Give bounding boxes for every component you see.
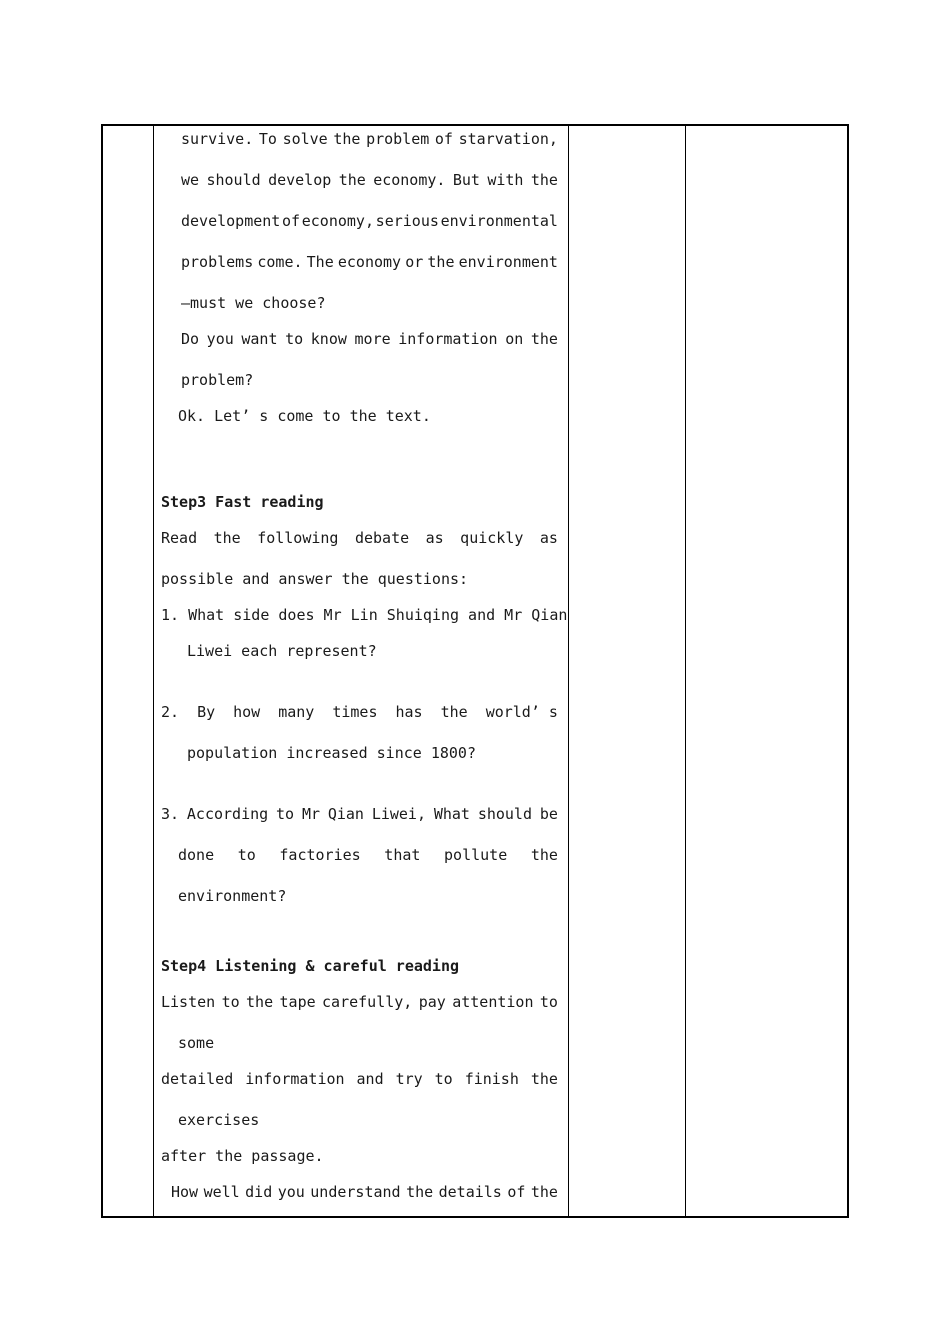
word: detailed xyxy=(161,1070,234,1088)
intro-line-7: problem? xyxy=(181,371,254,389)
word: 3. xyxy=(161,805,180,823)
question-1-line-2: Liwei each represent? xyxy=(187,642,377,660)
word: the xyxy=(440,703,468,721)
word: environment xyxy=(458,253,558,271)
intro-line-4 xyxy=(181,253,558,271)
step3-heading: Step3 Fast reading xyxy=(161,493,324,511)
word: as xyxy=(425,529,444,547)
word: you xyxy=(206,330,234,348)
word: want xyxy=(241,330,278,348)
word: the xyxy=(427,253,455,271)
question-3-line-2 xyxy=(178,846,558,864)
word: the xyxy=(530,1070,558,1088)
question-3-line-3: environment? xyxy=(178,887,287,905)
word: on xyxy=(505,330,524,348)
word: 2. xyxy=(161,703,180,721)
word: the xyxy=(530,846,558,864)
word: and xyxy=(356,1070,384,1088)
question-2-line-2: population increased since 1800? xyxy=(187,744,476,762)
step3-instruction-line-1 xyxy=(161,529,558,547)
word: we xyxy=(181,171,200,189)
word: of xyxy=(282,212,301,230)
word: that xyxy=(384,846,421,864)
word: The xyxy=(306,253,334,271)
word: understand xyxy=(310,1183,401,1201)
lesson-plan-table xyxy=(101,124,849,1218)
word: information xyxy=(398,330,498,348)
word: did xyxy=(245,1183,273,1201)
word: carefully, xyxy=(322,993,413,1011)
word: starvation, xyxy=(458,130,558,148)
word: quickly xyxy=(460,529,524,547)
intro-line-3 xyxy=(181,212,558,230)
step4-line-1 xyxy=(161,993,558,1011)
word: finish xyxy=(464,1070,519,1088)
word: the xyxy=(333,130,361,148)
word: times xyxy=(332,703,378,721)
word: What xyxy=(433,805,470,823)
word: the xyxy=(338,171,366,189)
word: tape xyxy=(279,993,316,1011)
word: the xyxy=(246,993,274,1011)
word: According xyxy=(186,805,269,823)
word: be xyxy=(539,805,558,823)
word: how xyxy=(233,703,261,721)
word: information xyxy=(245,1070,345,1088)
intro-line-6 xyxy=(181,330,558,348)
word: come. xyxy=(257,253,303,271)
word: with xyxy=(487,171,524,189)
word: solve xyxy=(282,130,328,148)
word: know xyxy=(310,330,347,348)
word: many xyxy=(278,703,315,721)
word: to xyxy=(539,993,558,1011)
step4-line-2: some xyxy=(178,1034,215,1052)
word: economy. xyxy=(373,171,446,189)
word: Liwei, xyxy=(371,805,426,823)
word: debate xyxy=(354,529,410,547)
step3-instruction-line-2: possible and answer the questions: xyxy=(161,570,469,588)
word: should xyxy=(477,805,532,823)
word: By xyxy=(197,703,216,721)
word: has xyxy=(395,703,423,721)
column-divider-2 xyxy=(568,126,569,1216)
intro-line-5: —must we choose? xyxy=(181,294,326,312)
word: problem xyxy=(366,130,430,148)
column-divider-3 xyxy=(685,126,686,1216)
word: Do xyxy=(181,330,200,348)
word: the xyxy=(530,171,558,189)
word: of xyxy=(507,1183,526,1201)
word: should xyxy=(206,171,261,189)
step4-line-5: after the passage. xyxy=(161,1147,324,1165)
word: details xyxy=(438,1183,502,1201)
word: to xyxy=(285,330,304,348)
word: How xyxy=(171,1183,199,1201)
intro-line-1 xyxy=(181,130,558,148)
word: as xyxy=(539,529,558,547)
question-1-line-1: 1. What side does Mr Lin Shuiqing and Mr Qian xyxy=(161,606,568,624)
word: survive. xyxy=(181,130,254,148)
word: the xyxy=(530,1183,558,1201)
word: pay xyxy=(418,993,446,1011)
word: Mr xyxy=(301,805,320,823)
word: to xyxy=(237,846,256,864)
word: economy, xyxy=(301,212,374,230)
word: attention xyxy=(452,993,534,1011)
word: try xyxy=(395,1070,423,1088)
word: economy xyxy=(337,253,402,271)
word: problems xyxy=(181,253,254,271)
word: or xyxy=(405,253,424,271)
word: to xyxy=(276,805,295,823)
word: to xyxy=(221,993,240,1011)
word: Qian xyxy=(327,805,364,823)
word: following xyxy=(257,529,339,547)
word: factories xyxy=(279,846,361,864)
word: Listen xyxy=(161,993,216,1011)
word: the xyxy=(406,1183,434,1201)
word: done xyxy=(178,846,215,864)
question-2-line-1 xyxy=(161,703,558,721)
step4-line-6 xyxy=(171,1183,558,1201)
word: well xyxy=(203,1183,240,1201)
column-divider-1 xyxy=(153,126,154,1216)
word: the xyxy=(530,330,558,348)
step4-line-4: exercises xyxy=(178,1111,260,1129)
word: pollute xyxy=(444,846,508,864)
word: To xyxy=(258,130,277,148)
question-3-line-1 xyxy=(161,805,558,823)
word: more xyxy=(354,330,391,348)
intro-line-2 xyxy=(181,171,558,189)
word: world’ s xyxy=(485,703,558,721)
word: the xyxy=(213,529,241,547)
word: Read xyxy=(161,529,198,547)
word: environmental xyxy=(440,212,558,230)
step4-heading: Step4 Listening & careful reading xyxy=(161,957,460,975)
word: But xyxy=(452,171,480,189)
step4-line-3 xyxy=(161,1070,558,1088)
word: to xyxy=(434,1070,453,1088)
word: you xyxy=(277,1183,305,1201)
word: of xyxy=(434,130,453,148)
word: serious xyxy=(375,212,439,230)
intro-line-8: Ok. Let’ s come to the text. xyxy=(178,407,431,425)
word: development xyxy=(181,212,281,230)
word: develop xyxy=(268,171,332,189)
